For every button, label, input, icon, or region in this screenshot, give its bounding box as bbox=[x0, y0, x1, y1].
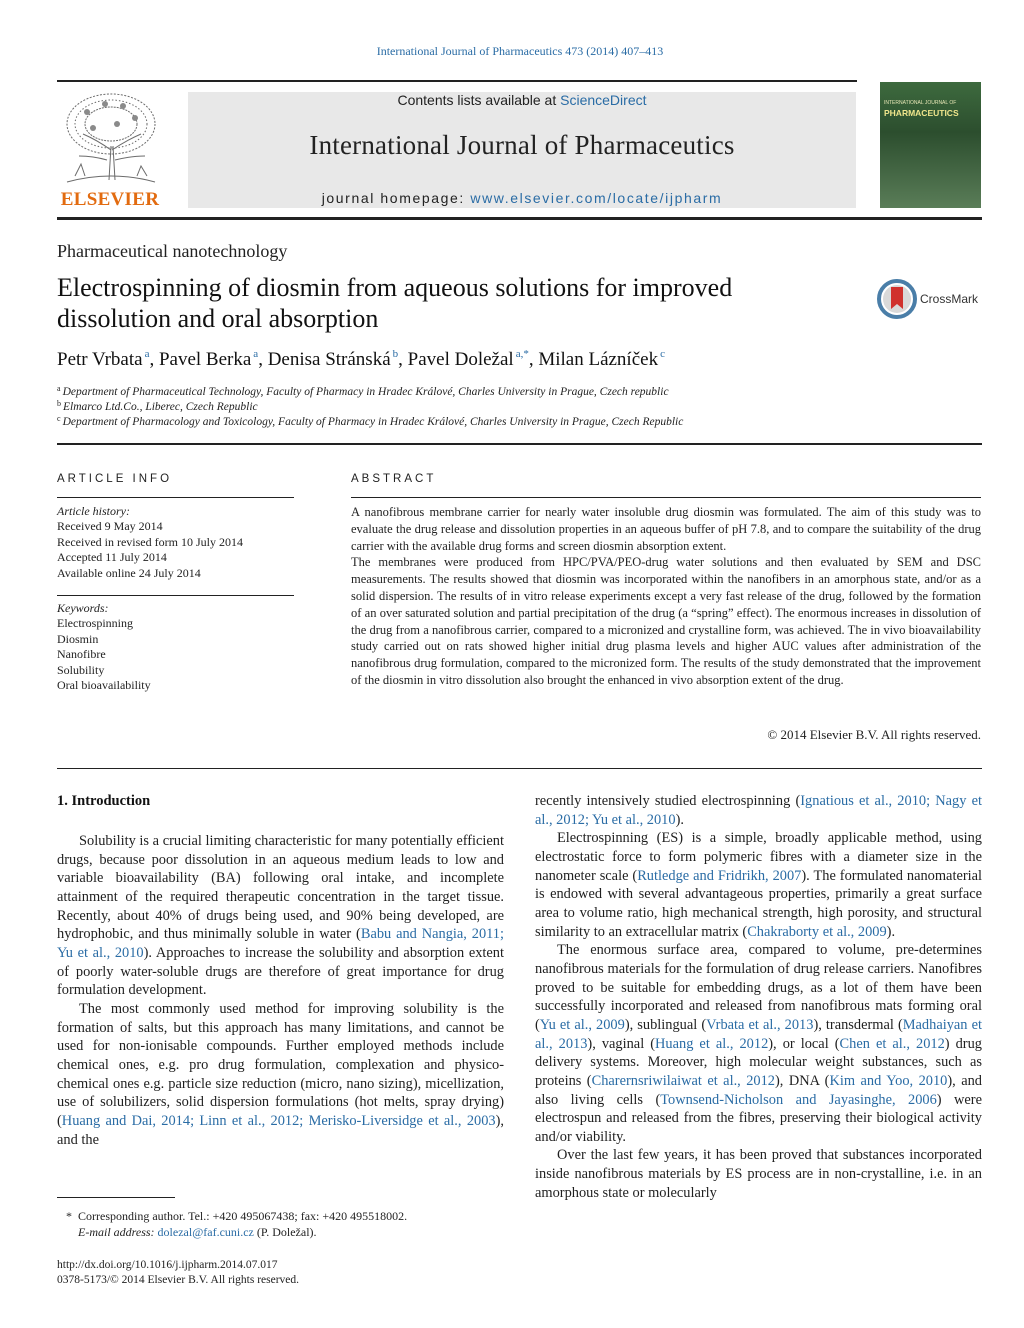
elsevier-wordmark[interactable]: ELSEVIER bbox=[60, 189, 160, 210]
doi-link[interactable]: http://dx.doi.org/10.1016/j.ijpharm.2014.07.017 bbox=[57, 1259, 278, 1271]
author[interactable]: Pavel Doležal $^{a,*}$ bbox=[407, 348, 529, 370]
abstract-paragraph-2: The membranes were produced from HPC/PVA/PEO-drug water solutions and then evaluated by SEM and DSC measurements. The results showed that diosmin was incorporated within the nanofibers in an amorphous state, and/or as a solid dispersion. The results of in vitro release experiments except a very fast release of the drug, followed by the formation of an over saturated solution and partial precipitation of the drug (a “spring” effect). The enormous increases in dissolution of the drug from a nanofibrous carrier, compared to a micronized and crystalline form, was achieved. The in vivo bioavailability study carried out on rats showed higher initial drug plasma levels and higher AUC values after administration of the nanofibrous drug formulation, compared to the micronized form. The results of the study demonstrated that the improvement of the diosmin in vitro dissolution also brought the enhanced in vivo absorption extent of the drug. bbox=[351, 555, 981, 687]
keyword: Solubility bbox=[57, 662, 105, 677]
journal-homepage-link[interactable]: www.elsevier.com/locate/ijpharm bbox=[470, 190, 723, 206]
journal-citation-link[interactable]: International Journal of Pharmaceutics 473 (2014) 407–413 bbox=[376, 44, 664, 58]
article-info-heading: ARTICLE INFO bbox=[57, 473, 173, 485]
history-revised: Received in revised form 10 July 2014 bbox=[57, 534, 243, 549]
citation-link[interactable]: Chakraborty et al., 2009 bbox=[747, 923, 887, 940]
history-received: Received 9 May 2014 bbox=[57, 519, 163, 534]
keyword: Nanofibre bbox=[57, 647, 106, 662]
homepage-prefix: journal homepage: bbox=[321, 190, 471, 206]
affiliation-c: $^c$ Department of Pharmacology and Toxicology, Faculty of Pharmacy in Hradec Králové, Charles University in Prague, Czech Republic bbox=[57, 414, 684, 428]
abstract-paragraph-1: A nanofibrous membrane carrier for nearly water insoluble drug diosmin was formulated. The aim of this study was to evaluate the drug release and dissolution properties in an aqueous buffer of pH 7.8, and to compare the suitability of the drug carrier with the available drug forms and screen diosmin absorption extent. bbox=[351, 505, 981, 553]
keywords-rule bbox=[57, 595, 294, 596]
author[interactable]: Petr Vrbata $^a$ bbox=[57, 348, 150, 370]
keywords-label: Keywords: bbox=[57, 601, 109, 615]
keywords bbox=[57, 601, 297, 693]
article-title-line-1: Electrospinning of diosmin from aqueous solutions for improved bbox=[57, 273, 733, 302]
abstract-text bbox=[351, 504, 981, 689]
author[interactable]: Denisa Stránská $^b$ bbox=[267, 348, 399, 370]
sciencedirect-link[interactable]: ScienceDirect bbox=[560, 92, 647, 108]
body-column-left bbox=[57, 832, 504, 1149]
contents-available-line bbox=[188, 92, 856, 108]
citation-link[interactable]: Madhaiyan et al., 2013 bbox=[535, 1016, 982, 1052]
crossmark-icon[interactable] bbox=[877, 279, 917, 319]
history-accepted: Accepted 11 July 2014 bbox=[57, 550, 167, 565]
issn-line: 0378-5173/© 2014 Elsevier B.V. All rights reserved. bbox=[57, 1274, 300, 1286]
article-history bbox=[57, 504, 297, 581]
article-title-line-2: dissolution and oral absorption bbox=[57, 304, 379, 333]
intro-paragraph-2: The most commonly used method for improving solubility is the formation of salts, but this approach has many limitations, and cannot be used for non-ionisable compounds. Further employed methods include chemical ones, e.g. pro drug formulation, complexation and physico-chemical ones e.g. particle size reduction (micro, nano sizing), micellization, use of solubilizers, solid dispersion formulations (hot melts, spray drying) (Huang and Dai, 2014; Linn et al., 2012; Merisko-Liversidge et al., 2003), and the bbox=[57, 1000, 504, 1148]
citation-link[interactable]: Charernsriwilaiwat et al., 2012 bbox=[591, 1072, 775, 1089]
intro-paragraph-3: Electrospinning (ES) is a simple, broadly applicable method, using electrostatic force to form polymeric fibres with a diameter size in the nanometer scale (Rutledge and Fridrikh, 2007). The formulated nanomaterial is endowed with several advantageous properties, primarily a great surface area to volume ratio, high mechanical strength, high porosity, and structural similarity to an extracellular matrix (Chakraborty et al., 2009). bbox=[535, 830, 983, 940]
introduction-heading: 1. Introduction bbox=[57, 793, 151, 809]
abstract-bottom-rule bbox=[57, 768, 982, 769]
abstract-copyright: © 2014 Elsevier B.V. All rights reserved. bbox=[767, 727, 981, 742]
email-note: E-mail address: dolezal@faf.cuni.cz (P. Doležal). bbox=[78, 1225, 317, 1239]
header-bottom-rule bbox=[57, 217, 982, 220]
email-link[interactable]: dolezal@faf.cuni.cz bbox=[157, 1225, 254, 1239]
abstract-heading: ABSTRACT bbox=[351, 473, 437, 485]
corresponding-author-note: * Corresponding author. Tel.: +420 495067438; fax: +420 495518002. bbox=[66, 1209, 408, 1223]
history-label: Article history: bbox=[57, 504, 130, 518]
keyword: Diosmin bbox=[57, 631, 99, 646]
cover-text-small: INTERNATIONAL JOURNAL OF bbox=[884, 100, 957, 106]
affiliation-a: $^a$ Department of Pharmaceutical Technology, Faculty of Pharmacy in Hradec Králové, Charles University in Prague, Czech republic bbox=[57, 384, 669, 398]
citation-link[interactable]: Townsend-Nicholson and Jayasinghe, 2006 bbox=[660, 1091, 937, 1108]
keyword: Electrospinning bbox=[57, 616, 133, 631]
author-list: Petr Vrbata $^a$, Pavel Berka $^a$, Denisa Stránská $^b$, Pavel Doležal $^{a,*}$, Milan Lázníček $^c$ bbox=[57, 348, 665, 370]
citation-link[interactable]: Ignatious et al., 2010; Nagy et al., 2012; Yu et al., 2010 bbox=[535, 793, 982, 828]
journal-title[interactable]: International Journal of Pharmaceutics bbox=[309, 130, 735, 160]
body-column-right bbox=[535, 792, 982, 1202]
intro-paragraph-4: The enormous surface area, compared to volume, pre-determines nanofibrous materials for the formulation of drug release carriers. Nanofibres proved to be suitable for embedding drugs, as a lot of them have been successfully incorporated and released from nanofibrous mats forming oral (Yu et al., 2009), sublingual (Vrbata et al., 2013), transdermal (Madhaiyan et al., 2013), vaginal (Huang et al., 2012), or local (Chen et al., 2012) drug delivery systems. Moreover, high molecular weight substances, such as proteins (Charernsriwilaiwat et al., 2012), DNA (Kim and Yoo, 2010), and also living cells (Townsend-Nicholson and Jayasinghe, 2006) were electrospun and released from the fibres, preserving their biological activity and/or viability. bbox=[535, 942, 982, 1145]
citation-link[interactable]: Chen et al., 2012 bbox=[839, 1035, 945, 1052]
citation-link[interactable]: Rutledge and Fridrikh, 2007 bbox=[637, 867, 802, 884]
article-title bbox=[57, 272, 847, 334]
footnote-rule bbox=[57, 1197, 175, 1198]
keyword: Oral bioavailability bbox=[57, 678, 151, 693]
intro-paragraph-2-cont: recently intensively studied electrospinning (Ignatious et al., 2010; Nagy et al., 2012; Yu et al., 2010). bbox=[535, 793, 982, 828]
citation-link[interactable]: Babu and Nangia, 2011; Yu et al., 2010 bbox=[57, 926, 504, 961]
journal-homepage-line bbox=[188, 190, 856, 206]
history-online: Available online 24 July 2014 bbox=[57, 565, 201, 580]
crossmark-label[interactable]: CrossMark bbox=[920, 292, 979, 306]
header-top-rule bbox=[57, 80, 857, 82]
affiliation-b: $^b$ Elmarco Ltd.Co., Liberec, Czech Republic bbox=[57, 399, 258, 413]
citation-link[interactable]: Huang et al., 2012 bbox=[655, 1035, 769, 1052]
author[interactable]: Pavel Berka $^a$ bbox=[158, 348, 259, 370]
intro-paragraph-1: Solubility is a crucial limiting characteristic for many potentially efficient drugs, because poor dissolution in an aqueous medium leads to low and variable bioavailability (BA) following oral intake, and incomplete attainment of the required therapeutic concentration in the target tissue. Recently, about 40% of drugs being used, and 90% being developed, are hydrophobic, and thus minimally soluble in water (Babu and Nangia, 2011; Yu et al., 2010). Approaches to increase the solubility and absorption extent of poorly water-soluble drugs are therefore of great importance for drug formulation development. bbox=[57, 833, 504, 999]
header-divider bbox=[57, 443, 982, 445]
cover-text-title: PHARMACEUTICS bbox=[884, 108, 959, 118]
citation-link[interactable]: Vrbata et al., 2013 bbox=[706, 1016, 814, 1033]
intro-paragraph-5: Over the last few years, it has been proved that substances incorporated inside nanofibrous materials by ES process are in non-crystalline, i.e. in an amorphous state or molecularly bbox=[535, 1147, 982, 1201]
citation-link[interactable]: Yu et al., 2009 bbox=[539, 1016, 625, 1033]
author[interactable]: Milan Lázníček $^c$ bbox=[538, 348, 665, 370]
contents-prefix: Contents lists available at bbox=[397, 92, 561, 108]
article-info-rule bbox=[57, 497, 294, 498]
citation-link[interactable]: Huang and Dai, 2014; Linn et al., 2012; Merisko-Liversidge et al., 2003 bbox=[61, 1112, 496, 1129]
citation-link[interactable]: Kim and Yoo, 2010 bbox=[829, 1072, 948, 1089]
abstract-rule bbox=[351, 497, 981, 498]
section-label: Pharmaceutical nanotechnology bbox=[57, 241, 288, 261]
